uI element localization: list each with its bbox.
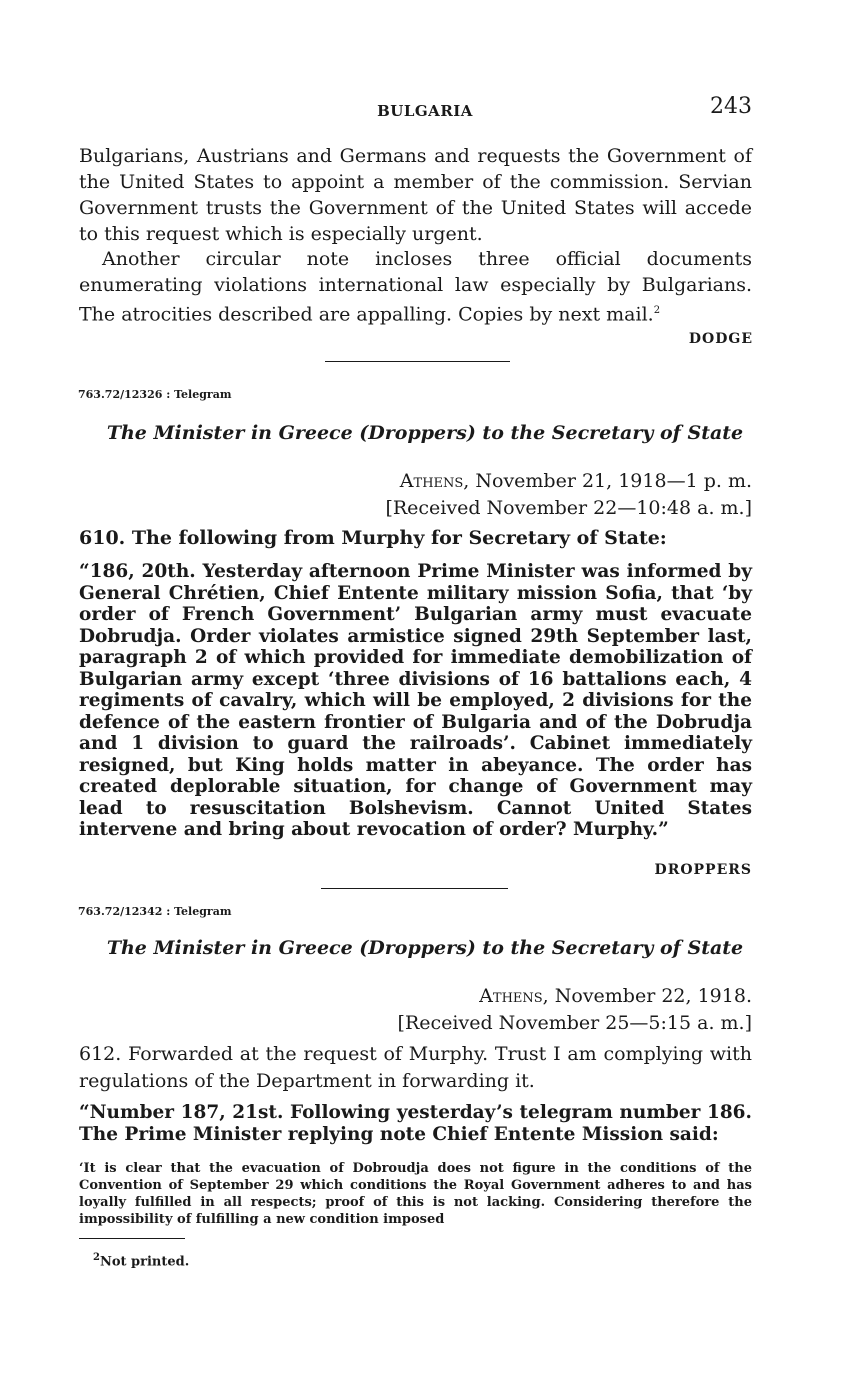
footnote-rule [79,1238,185,1239]
dateline-place: Athens [399,470,464,492]
signature-droppers: DROPPERS [654,862,752,878]
footnote-reference: 2 [653,305,661,316]
dateline [400,468,752,495]
document-heading: The Minister in Greece (Droppers) to the Secretary of State [106,422,744,444]
telegram-quote: “186, 20th. Yesterday afternoon Prime Minister was informed by General Chrétien, Chief Entente military mission Sofia, that ‘by order of French Government’ Bulgarian army must evacuate Dobrudja. Order violates armistice signed 29th September last, paragraph 2 of which provided for immediate demobilization of Bulgarian army except ‘three divisions of 16 battalions each, 4 regiments of cavalry, which will be employed, 2 divisions for the defence of the eastern frontier of Bulgaria and of the Dobrudja and 1 division to guard the railroads’. Cabinet immediately resigned, but King holds matter in abeyance. The order has created deplorable situation, for change of Government may lead to resuscitation Bolshevism. Cannot United States intervene and bring about revocation of order? Murphy.” [79,561,752,840]
dateline-date: , November 21, 1918—1 p. m. [463,470,752,492]
footnote-mark: 2 [93,1252,100,1263]
continuation-paragraph-2 [79,246,752,327]
dateline [479,983,752,1010]
inner-quote: ‘It is clear that the evacuation of Dobroudja does not figure in the conditions of the Convention of September 29 which conditions the Royal Government adheres to and has loyally fulfilled in all respects; proof of this is not lacking. Considering therefore the impossibility of fulfilling a new condition imposed [79,1161,752,1227]
dateline-place: Athens [479,985,543,1007]
section-divider [321,888,508,889]
continuation-paragraph-1: Bulgarians, Austrians and Germans and requests the Government of the United States to appoint a member of the commission. Servian Government trusts the Government of the United States will accede to this request which is especially urgent. [79,145,752,245]
telegram-quote-intro: “Number 187, 21st. Following yesterday’s telegram number 186. The Prime Minister replying note Chief Entente Mission said: [79,1102,752,1145]
running-title: BULGARIA [377,102,473,120]
received-line: [Received November 25—5:15 a. m.] [397,1012,752,1034]
file-number: 763.72/12326 : Telegram [78,388,232,401]
continuation-paragraph-2-text: Another circular note incloses three official documents enumerating violations international law especially by Bulgarians. The atrocities described are appalling. Copies by next mail. [79,248,752,326]
section-divider [325,361,510,362]
footnote [93,1252,189,1269]
telegram-intro: 612. Forwarded at the request of Murphy. Trust I am complying with regulations of the Department in forwarding it. [79,1043,752,1092]
received-line: [Received November 22—10:48 a. m.] [385,497,752,519]
footnote-text: Not printed. [99,1254,190,1270]
signature-dodge: DODGE [688,331,753,347]
page-number: 243 [710,94,752,119]
telegram-intro: 610. The following from Murphy for Secretary of State: [79,527,667,549]
file-number: 763.72/12342 : Telegram [78,905,232,918]
dateline-date: , November 22, 1918. [542,985,752,1007]
document-heading: The Minister in Greece (Droppers) to the Secretary of State [106,937,744,959]
